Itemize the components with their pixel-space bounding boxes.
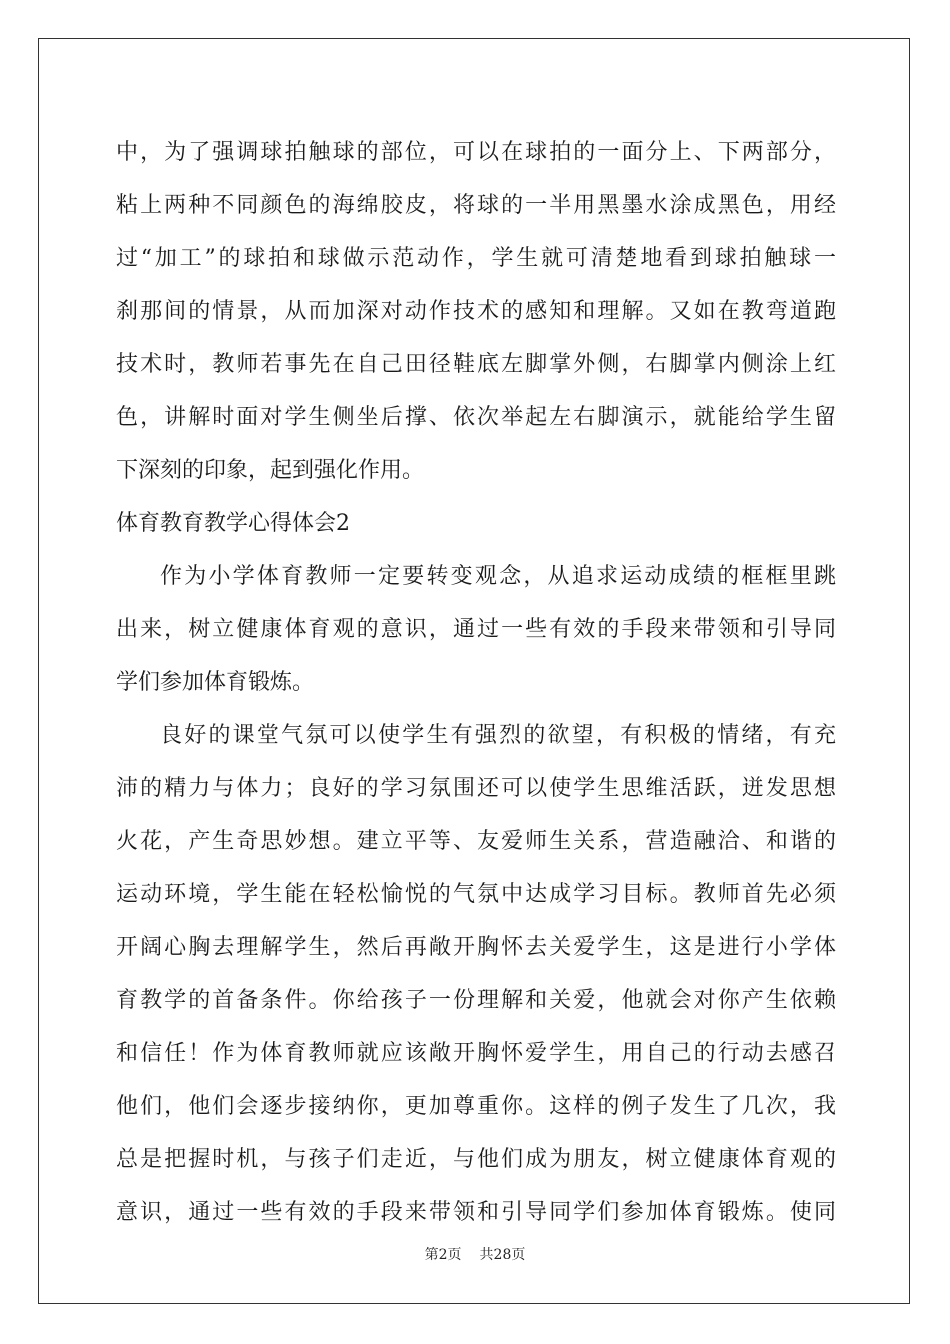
text-line: 良好的课堂气氛可以使学生有强烈的欲望，有积极的情绪，有充 xyxy=(160,723,836,748)
paragraph-1 xyxy=(116,126,836,497)
page-number: 第2页 xyxy=(424,1247,462,1263)
text-line: 中，为了强调球拍触球的部位，可以在球拍的一面分上、下两部分， xyxy=(116,140,836,165)
text-line: 下深刻的印象，起到强化作用。 xyxy=(116,458,425,483)
text-line: 沛的精力与体力；良好的学习氛围还可以使学生思维活跃，迸发思想 xyxy=(116,776,836,801)
text-line: 火花，产生奇思妙想。建立平等、友爱师生关系，营造融洽、和谐的 xyxy=(116,829,836,854)
text-line: 运动环境，学生能在轻松愉悦的气氛中达成学习目标。教师首先必须 xyxy=(116,882,836,907)
paragraph-3 xyxy=(116,709,836,1239)
text-line: 作为小学体育教师一定要转变观念，从追求运动成绩的框框里跳 xyxy=(160,564,836,589)
page-total: 共28页 xyxy=(479,1247,526,1263)
text-line: 学们参加体育锻炼。 xyxy=(116,670,315,695)
text-line: 出来，树立健康体育观的意识，通过一些有效的手段来带领和引导同 xyxy=(116,617,836,642)
section-heading: 体育教育教学心得体会2 xyxy=(116,511,350,536)
text-line: 过“加工”的球拍和球做示范动作，学生就可清楚地看到球拍触球一 xyxy=(116,246,836,271)
text-line: 总是把握时机，与孩子们走近，与他们成为朋友，树立健康体育观的 xyxy=(116,1147,836,1172)
text-line: 刹那间的情景，从而加深对动作技术的感知和理解。又如在教弯道跑 xyxy=(116,299,836,324)
text-line: 他们，他们会逐步接纳你，更加尊重你。这样的例子发生了几次，我 xyxy=(116,1094,836,1119)
text-line: 色，讲解时面对学生侧坐后撑、依次举起左右脚演示，就能给学生留 xyxy=(116,405,836,430)
text-line: 粘上两种不同颜色的海绵胶皮，将球的一半用黑墨水涂成黑色，用经 xyxy=(116,193,836,218)
document-body xyxy=(116,126,836,1239)
text-line: 育教学的首备条件。你给孩子一份理解和关爱，他就会对你产生依赖 xyxy=(116,988,836,1013)
text-line: 和信任！作为体育教师就应该敞开胸怀爱学生，用自己的行动去感召 xyxy=(116,1041,836,1066)
text-line: 开阔心胸去理解学生，然后再敞开胸怀去关爱学生，这是进行小学体 xyxy=(116,935,836,960)
paragraph-2 xyxy=(116,550,836,709)
text-line: 技术时，教师若事先在自己田径鞋底左脚掌外侧，右脚掌内侧涂上红 xyxy=(116,352,836,377)
page-footer xyxy=(0,1244,950,1264)
text-line: 意识，通过一些有效的手段来带领和引导同学们参加体育锻炼。使同 xyxy=(116,1200,836,1225)
